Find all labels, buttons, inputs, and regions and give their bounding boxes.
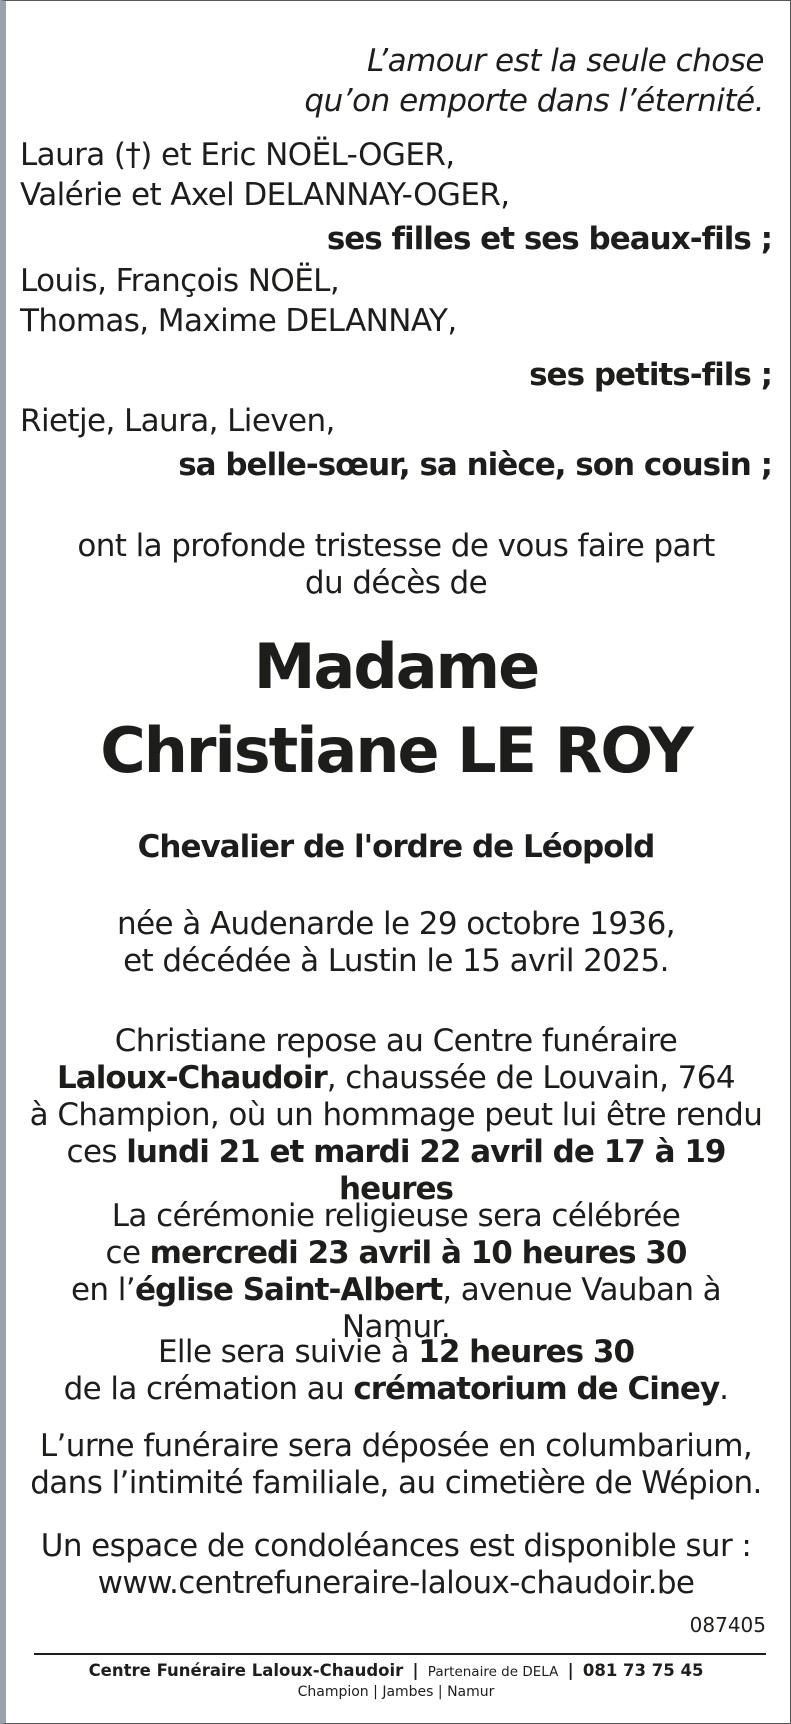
footer-separator: | bbox=[567, 1661, 574, 1680]
relatives-label: sa belle-sœur, sa nièce, son cousin ; bbox=[178, 447, 772, 483]
ceremony-info bbox=[20, 1198, 772, 1346]
urn-info bbox=[20, 1428, 772, 1502]
funeral-home-address: , chaussée de Louvain, 764 bbox=[326, 1060, 735, 1096]
footer-separator: | bbox=[437, 1684, 443, 1700]
wake-line-1: Christiane repose au Centre funéraire bbox=[114, 1023, 678, 1059]
grandsons-label: ses petits-fils ; bbox=[529, 357, 772, 393]
ceremony-line-2 bbox=[20, 1235, 772, 1272]
cremation-time: 12 heures 30 bbox=[418, 1334, 635, 1370]
church-address: , avenue Vauban à Namur. bbox=[341, 1272, 722, 1345]
deceased-name: Christiane LE ROY bbox=[100, 714, 692, 787]
daughters-line-2: Valérie et Axel DELANNAY-OGER, bbox=[20, 177, 510, 213]
grandsons-line-1: Louis, François NOËL, bbox=[20, 263, 340, 299]
cremation-info bbox=[20, 1334, 772, 1408]
wake-line-2 bbox=[20, 1060, 772, 1097]
quote-line-2: qu’on emporte dans l’éternité. bbox=[304, 83, 764, 119]
birth-death-dates bbox=[20, 906, 772, 980]
condolences-info bbox=[20, 1528, 772, 1602]
epigraph-quote bbox=[304, 41, 764, 121]
wake-line-4 bbox=[20, 1134, 772, 1208]
condolences-line: Un espace de condoléances est disponible sur : bbox=[40, 1528, 752, 1564]
announcement-line-2: du décès de bbox=[304, 565, 488, 601]
birth-line: née à Audenarde le 29 octobre 1936, bbox=[117, 906, 675, 942]
deceased-title: Madame bbox=[253, 630, 539, 703]
wake-ces: ces bbox=[66, 1134, 127, 1170]
condolences-url[interactable]: www.centrefuneraire-laloux-chaudoir.be bbox=[97, 1565, 695, 1601]
footer-divider bbox=[34, 1653, 766, 1655]
honor-title: Chevalier de l'ordre de Léopold bbox=[137, 829, 655, 865]
cremation-prefix-2: de la crémation au bbox=[63, 1371, 354, 1407]
footer-location-champion: Champion bbox=[297, 1684, 369, 1700]
ceremony-en: en l’ bbox=[70, 1272, 135, 1308]
funeral-home-name: Laloux-Chaudoir bbox=[57, 1060, 327, 1096]
footer-phone: 081 73 75 45 bbox=[582, 1661, 704, 1680]
daughters-label: ses filles et ses beaux-fils ; bbox=[326, 221, 772, 257]
ceremony-ce: ce bbox=[105, 1235, 150, 1271]
announcement bbox=[20, 528, 772, 602]
quote-line-1: L’amour est la seule chose bbox=[367, 43, 764, 79]
footer-company: Centre Funéraire Laloux-Chaudoir bbox=[88, 1661, 404, 1680]
cremation-suffix: . bbox=[719, 1371, 729, 1407]
crematorium-name: crématorium de Ciney bbox=[353, 1371, 720, 1407]
church-name: église Saint-Albert bbox=[134, 1272, 443, 1308]
footer-location-namur: Namur bbox=[447, 1684, 495, 1700]
family-list bbox=[20, 135, 772, 485]
announcement-line-1: ont la profonde tristesse de vous faire part bbox=[77, 528, 715, 564]
footer-location-jambes: Jambes bbox=[382, 1684, 434, 1700]
wake-line-3: à Champion, où un hommage peut lui être rendu bbox=[29, 1097, 763, 1133]
footer-separator: | bbox=[373, 1684, 378, 1700]
footer-credits bbox=[20, 1661, 772, 1680]
footer-separator: | bbox=[412, 1661, 419, 1680]
cremation-line-1 bbox=[20, 1334, 772, 1371]
cremation-line-2 bbox=[20, 1371, 772, 1408]
urn-line-2: dans l’intimité familiale, au cimetière de Wépion. bbox=[30, 1465, 762, 1501]
footer-partner: Partenaire de DELA bbox=[427, 1664, 559, 1680]
grandsons-line-2: Thomas, Maxime DELANNAY, bbox=[20, 303, 457, 339]
cremation-prefix: Elle sera suivie à bbox=[157, 1334, 419, 1370]
wake-info bbox=[20, 1023, 772, 1208]
wake-times: lundi 21 et mardi 22 avril de 17 à 19 heures bbox=[126, 1134, 726, 1207]
daughters-line-1: Laura (†) et Eric NOËL-OGER, bbox=[20, 137, 455, 173]
ceremony-line-1: La cérémonie religieuse sera célébrée bbox=[111, 1198, 681, 1234]
footer-locations bbox=[20, 1684, 772, 1700]
urn-line-1: L’urne funéraire sera déposée en columbarium, bbox=[39, 1428, 753, 1464]
relatives-line: Rietje, Laura, Lieven, bbox=[20, 403, 335, 439]
reference-code: 087405 bbox=[689, 1613, 766, 1637]
death-line: et décédée à Lustin le 15 avril 2025. bbox=[123, 943, 669, 979]
ceremony-time: mercredi 23 avril à 10 heures 30 bbox=[149, 1235, 687, 1271]
